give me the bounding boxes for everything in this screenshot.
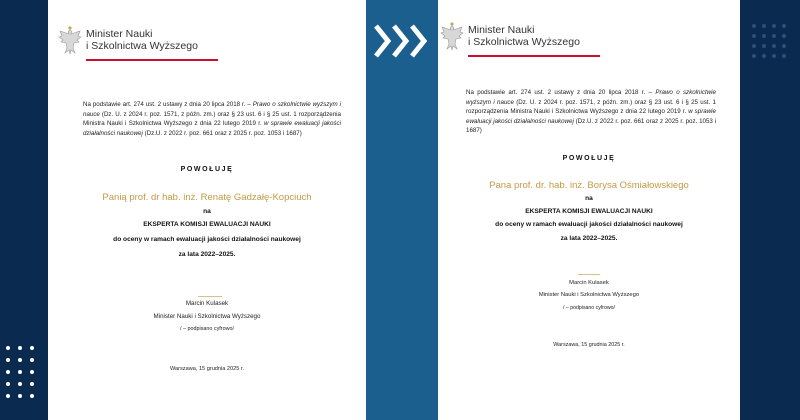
word-na: na [585, 195, 593, 202]
period-line: za lata 2022–2025. [178, 251, 236, 258]
signer-name: Marcin Kulasek [569, 280, 609, 286]
right-margin-band [740, 0, 800, 420]
place-date: Warszawa, 15 grudnia 2025 r. [169, 366, 245, 372]
ministry-name-line1: Minister Nauki [86, 28, 153, 40]
chevrons-decoration [374, 24, 432, 63]
signer-title: Minister Nauki i Szkolnictwa Wyższego [538, 292, 640, 298]
ministry-name-line2: i Szkolnictwa Wyższego [86, 40, 198, 52]
appointee-name: Pana prof. dr. hab. inż. Borysa Ośmiałowskiego [489, 180, 689, 191]
ministry-name-line1: Minister Nauki [468, 24, 535, 36]
document-page-right [438, 0, 740, 420]
powoluje-heading: POWOŁUJĘ [562, 155, 616, 162]
place-date: Warszawa, 15 grudnia 2025 r. [553, 342, 625, 348]
signer-name: Marcin Kulasek [185, 300, 229, 307]
purpose-line: do oceny w ramach ewaluacji jakości działalności naukowej [495, 221, 683, 228]
role-title: EKSPERTA KOMISJI EWALUACJI NAUKI [143, 221, 271, 228]
eagle-emblem-icon [440, 22, 464, 52]
ministry-name [468, 24, 580, 48]
purpose-line: do oceny w ramach ewaluacji jakości działalności naukowej [113, 236, 301, 243]
chevron-icon [376, 26, 388, 56]
role-title: EKSPERTA KOMISJI EWALUACJI NAUKI [525, 208, 653, 215]
signature-separator [578, 274, 600, 275]
legal-basis-paragraph: Na podstawie art. 274 ust. 2 ustawy z dnia 20 lipca 2018 r. – Prawo o szkolnictwie wyższym i nauce (Dz. U. z 2024 r. poz. 1571, z późn. zm.) oraz § 23 ust. 6 i § 25 ust. 1 rozporządzenia Ministra Nauki i Szkolnictwa Wyższego z dnia 22 lutego 2019 r. w sprawie ewaluacji jakości działalności naukowej (Dz.U. z 2022 r. poz. 661 oraz z 2025 r. poz. 1053 i 1687) [466, 89, 716, 135]
legal-basis-paragraph: Na podstawie art. 274 ust. 2 ustawy z dnia 20 lipca 2018 r. – Prawo o szkolnictwie wyższym i nauce (Dz. U. z 2024 r. poz. 1571, z późn. zm.) oraz § 23 ust. 6 i § 25 ust. 1 rozporządzenia Ministra Nauki i Szkolnictwa Wyższego z dnia 22 lutego 2019 r. w sprawie ewaluacji jakości działalności naukowej (Dz.U. z 2022 r. poz. 661 oraz z 2025 r. poz. 1053 i 1687) [83, 101, 341, 137]
header-red-line [468, 55, 600, 57]
signature-note: / – podpisano cyfrowo/ [563, 305, 615, 311]
appointee-name: Panią prof. dr hab. inż. Renatę Gadzałę-Kopciuch [102, 192, 312, 203]
powoluje-heading: POWOŁUJĘ [180, 166, 234, 173]
ministry-name-line2: i Szkolnictwa Wyższego [468, 36, 580, 48]
chevron-icon [412, 26, 424, 56]
signer-title: Minister Nauki i Szkolnictwa Wyższego [153, 313, 261, 320]
word-na: na [203, 208, 211, 215]
period-line: za lata 2022–2025. [560, 235, 618, 242]
ministry-name [86, 28, 198, 52]
header-red-line [86, 59, 218, 61]
eagle-emblem-icon [58, 26, 82, 56]
document-page-left [48, 0, 366, 420]
accent-band [365, 0, 440, 420]
signature-separator [198, 296, 222, 297]
signature-note: / – podpisano cyfrowo/ [180, 326, 234, 332]
chevron-icon [394, 26, 406, 56]
